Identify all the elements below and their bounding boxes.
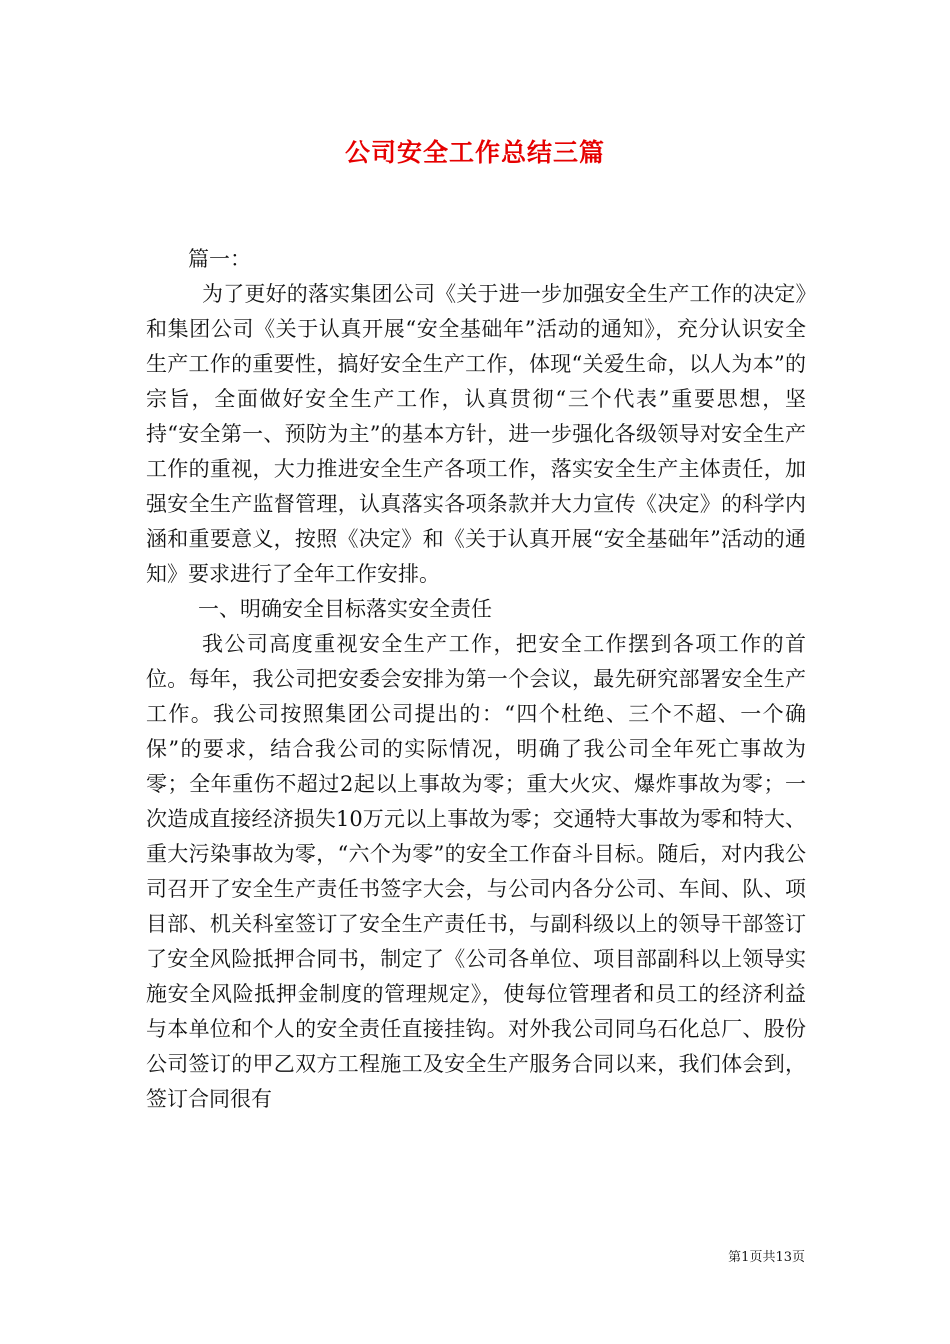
document-title: 公司安全工作总结三篇 xyxy=(344,138,605,167)
page-number: 第1页共13页 xyxy=(728,1250,805,1265)
paragraph: 我公司高度重视安全生产工作，把安全工作摆到各项工作的首位。每年，我公司把安委会安排为第一个会议，最先研究部署安全生产工作。我公司按照集团公司提出的：“四个杜绝、三个不超、一个确保”的要求，结合我公司的实际情况，明确了我公司全年死亡事故为零；全年重伤不超过2起以上事故为零；重大火灾、爆炸事故为零；一次造成直接经济损失10万元以上事故为零；交通特大事故为零和特大、重大污染事故为零，“六个为零”的安全工作奋斗目标。随后，对内我公司召开了安全生产责任书签字大会，与公司内各分公司、车间、队、项目部、机关科室签订了安全生产责任书，与副科级以上的领导干部签订了安全风险抵押合同书，制定了《公司各单位、项目部副科以上领导实施安全风险抵押金制度的管理规定》，使每位管理者和员工的经济利益与本单位和个人的安全责任直接挂钩。对外我公司同乌石化总厂、股份公司签订的甲乙双方工程施工及安全生产服务合同以来，我们体会到，签订合同很有 xyxy=(146,632,806,1111)
paragraph: 为了更好的落实集团公司《关于进一步加强安全生产工作的决定》和集团公司《关于认真开展“安全基础年”活动的通知》，充分认识安全生产工作的重要性，搞好安全生产工作，体现“关爱生命，以人为本”的宗旨，全面做好安全生产工作，认真贯彻“三个代表”重要思想，坚持“安全第一、预防为主”的基本方针，进一步强化各级领导对安全生产工作的重视，大力推进安全生产各项工作，落实安全生产主体责任，加强安全生产监督管理，认真落实各项条款并大力宣传《决定》的科学内涵和重要意义，按照《决定》和《关于认真开展“安全基础年”活动的通知》要求进行了全年工作安排。 xyxy=(146,282,806,586)
section-heading: 一、明确安全目标落实安全责任 xyxy=(198,597,492,621)
section-label: 篇一： xyxy=(188,247,251,271)
document-body xyxy=(146,242,806,1117)
